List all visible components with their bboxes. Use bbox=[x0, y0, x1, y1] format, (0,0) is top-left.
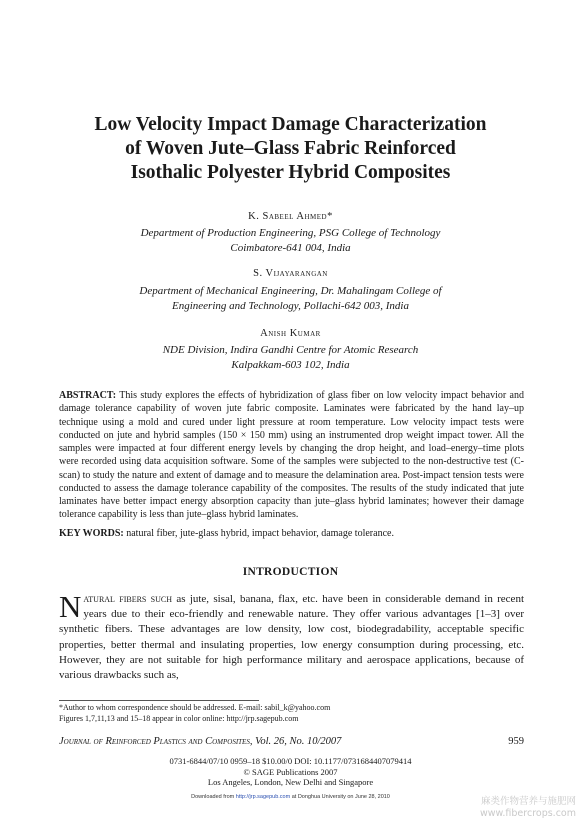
abstract-text: This study explores the effects of hybridization of glass fiber on low velocity impact behavior and damage tolerance capability of woven jute fabric composite. Laminates were fabricated by the hand lay–up technique using a mold and cured under light pressure at room temperature. Low velocity impact tests were conducted on jute and hybrid samples (150 × 150 mm) using an instrumented drop weight impact tower. All the samples were impacted at four different energy levels by changing the drop height, and load–energy–time plots were recorded using data acquisition software. Some of the samples were subjected to the non-destructive test (C-scan) to study the nature and extent of damage and to measure the delamination area. Post-impact tension tests were conducted to assess the damage tolerance capability of the composites. The results of the study indicated that jute laminates have better impact energy absorption capacity than jute–glass hybrid laminates; however their damage tolerance capability is less than jute–glass hybrid laminates. bbox=[59, 390, 524, 521]
author-name: S. Vijayarangan bbox=[253, 268, 328, 279]
intro-paragraph bbox=[59, 589, 525, 683]
affiliation-line: Coimbatore-641 004, India bbox=[230, 242, 351, 254]
abstract bbox=[59, 389, 524, 522]
title-line: Low Velocity Impact Damage Characterization bbox=[94, 114, 487, 135]
pub-copyright-line: © SAGE Publications 2007 bbox=[243, 766, 338, 777]
author-affiliation bbox=[40, 226, 541, 256]
download-link[interactable]: http://jrp.sagepub.com bbox=[235, 794, 291, 800]
footnotes bbox=[59, 703, 524, 724]
pub-locations-line: Los Angeles, London, New Delhi and Singapore bbox=[207, 777, 374, 787]
affiliation-line: Department of Production Engineering, PSG College of Technology bbox=[140, 227, 441, 239]
section-heading: INTRODUCTION bbox=[242, 566, 339, 578]
watermark-line: www.fibercrops.com bbox=[479, 808, 576, 819]
abstract-label: ABSTRACT: bbox=[59, 390, 117, 401]
keywords bbox=[59, 527, 524, 540]
journal-volume: Vol. 26, No. 10/2007 bbox=[255, 736, 342, 747]
drop-cap: N bbox=[59, 589, 82, 624]
author-name: K. Sabeel Ahmed* bbox=[248, 211, 333, 222]
intro-lead: atural fibers such bbox=[83, 593, 173, 605]
footnote-correspondence: *Author to whom correspondence should be addressed. E-mail: sabil_k@yahoo.com bbox=[59, 703, 331, 712]
footnote-rule bbox=[59, 700, 259, 701]
page-number: 959 bbox=[508, 736, 524, 747]
author-affiliation bbox=[40, 343, 541, 373]
author-name: Anish Kumar bbox=[260, 328, 321, 339]
intro-text: as jute, sisal, banana, flax, etc. have been in considerable demand in recent years due to their eco-friendly and renewable nature. They offer various advantages [1–3] over synthetic fibers. These advantages are low density, low cost, biodegradability, acceptable specific properties, better thermal and insulating properties, low energy consumption during processing, etc. However, they are not suitable for high performance military and aerospace applications, because of various drawbacks such as, bbox=[59, 593, 525, 682]
pub-doi-line: 0731-6844/07/10 0959–18 $10.00/0 DOI: 10.1177/0731684407079414 bbox=[169, 756, 412, 766]
affiliation-line: Kalpakkam-603 102, India bbox=[231, 359, 350, 371]
affiliation-line: Engineering and Technology, Pollachi-642 003, India bbox=[172, 300, 409, 312]
footnote-figures: Figures 1,7,11,13 and 15–18 appear in color online: http://jrp.sagepub.com bbox=[59, 713, 299, 723]
keywords-text: natural fiber, jute-glass hybrid, impact behavior, damage tolerance. bbox=[126, 528, 394, 539]
affiliation-line: NDE Division, Indira Gandhi Centre for Atomic Research bbox=[162, 344, 419, 356]
journal-reference bbox=[59, 736, 341, 747]
affiliation-line: Department of Mechanical Engineering, Dr. Mahalingam College of bbox=[139, 285, 442, 297]
journal-name: Journal of Reinforced Plastics and Composites, bbox=[59, 736, 253, 747]
publication-info bbox=[40, 756, 541, 788]
paper-title bbox=[40, 113, 541, 185]
title-line: of Woven Jute–Glass Fabric Reinforced bbox=[125, 138, 456, 159]
watermark bbox=[440, 796, 576, 820]
watermark-line: 麻类作物营养与施肥网 bbox=[480, 796, 576, 807]
keywords-label: KEY WORDS: bbox=[59, 528, 124, 539]
title-line: Isothalic Polyester Hybrid Composites bbox=[130, 162, 451, 183]
author-affiliation bbox=[40, 284, 541, 314]
download-suffix: at Donghua University on June 28, 2010 bbox=[291, 794, 390, 800]
download-prefix: Downloaded from bbox=[191, 794, 235, 800]
